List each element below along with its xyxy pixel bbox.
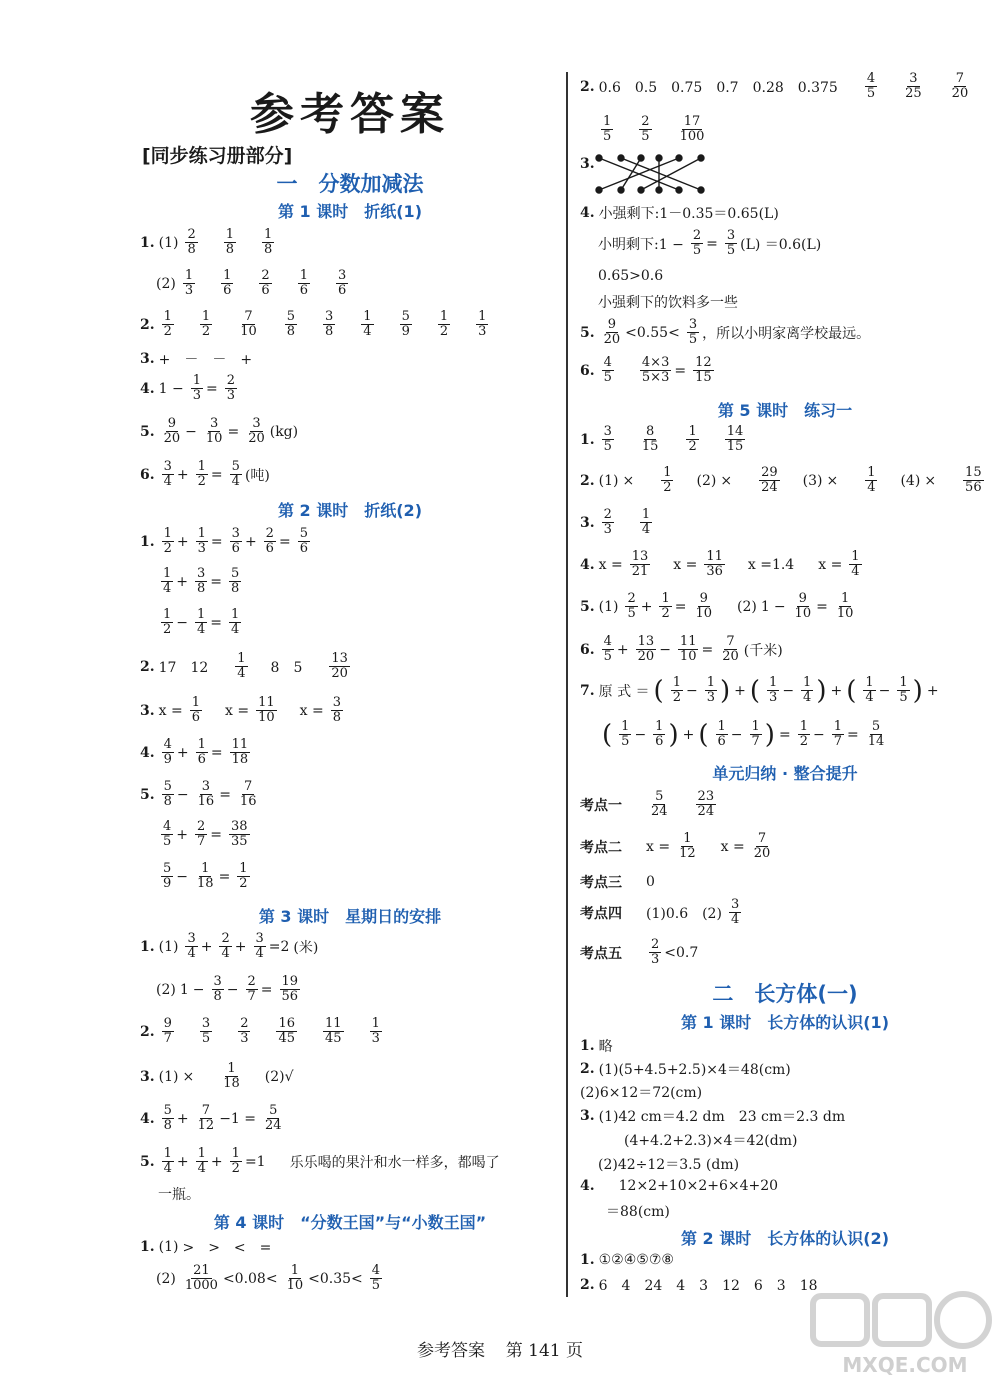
footer-label: 参考答案 xyxy=(416,1341,485,1361)
fraction: $\frac{1}{3}$ xyxy=(478,309,487,339)
fraction: $\frac{1}{18}$ xyxy=(223,1061,240,1091)
fraction: $\frac{1}{4}$ xyxy=(867,465,876,495)
fraction: $\frac{1}{4}$ xyxy=(851,549,860,579)
answer-row: (4+4.2+2.3)×4＝42(dm) xyxy=(624,1133,798,1149)
item-number: 2. xyxy=(140,658,155,675)
answer-row: (2) $\frac{21}{1000}$ <0.08< $\frac{1}{10}$ <0.35< $\frac{4}{5}$ xyxy=(156,1263,381,1293)
item-number: 1. xyxy=(140,234,155,251)
answer-row: 5. (1) $\frac{2}{5}$ + $\frac{1}{2}$ = $\frac{9}{10}$ (2) 1 − $\frac{9}{10}$ = $\frac{1}{10}$ xyxy=(580,591,854,621)
section-1-5-title: 第 5 课时 练习一 xyxy=(717,401,853,420)
fraction: $\frac{2}{3}$ xyxy=(226,373,236,403)
answer-row xyxy=(140,310,491,339)
answer-row: 1. ①②④⑤⑦⑧ xyxy=(580,1252,674,1268)
answer-row: 0.65>0.6 xyxy=(598,268,664,284)
fraction: $\frac{1}{7}$ xyxy=(751,719,760,749)
answer-row: 6. $\frac{4}{5}$ $\frac{4\times 3}{5\times 3}$ = $\frac{12}{15}$ xyxy=(580,355,712,385)
answer-row: 2. 0.6 0.5 0.75 0.7 0.28 0.375 $\frac{4}{5}$ $\frac{3}{25}$ $\frac{7}{20}$ xyxy=(580,71,969,101)
answer-row: 考点四 (1)0.6 (2) $\frac{3}{4}$ xyxy=(580,897,740,927)
section-2-1-title: 第 1 课时 长方体的认识(1) xyxy=(680,1013,890,1032)
item-number: 2. xyxy=(580,78,595,95)
fraction: $\frac{5}{4}$ xyxy=(231,459,240,489)
text: + － － + xyxy=(158,352,253,368)
answer-row: 4. 小强剩下:1－0.35＝0.65(L) xyxy=(580,205,779,222)
fraction: $\frac{2}{5}$ xyxy=(641,114,650,144)
fraction: $\frac{1}{4}$ xyxy=(237,651,246,681)
fraction: $\frac{4}{5}$ xyxy=(603,634,612,664)
fraction: $\frac{1}{2}$ xyxy=(197,459,206,489)
fraction: $\frac{1}{3}$ xyxy=(184,268,194,298)
fraction: $\frac{1}{2}$ xyxy=(688,424,697,454)
fraction: $\frac{3}{4}$ xyxy=(255,931,264,961)
fraction: $\frac{3}{4}$ xyxy=(730,897,740,927)
fraction: $\frac{3}{8}$ xyxy=(332,695,341,725)
fraction: $\frac{1}{12}$ xyxy=(679,831,696,861)
text: 1 − xyxy=(158,380,184,397)
fraction: $\frac{5}{9}$ xyxy=(163,861,172,891)
part-title: [同步练习册部分] xyxy=(142,145,293,167)
fraction: $\frac{3}{4}$ xyxy=(187,931,196,961)
fraction: $\frac{5}{24}$ xyxy=(651,789,668,819)
fraction: $\frac{2}{4}$ xyxy=(221,931,230,961)
item-number: 5. xyxy=(140,1153,155,1170)
item-number: 7. xyxy=(580,682,595,699)
fraction: $\frac{1}{2}$ xyxy=(163,607,172,637)
text: (1) xyxy=(158,234,179,251)
answer-row: 6. $\frac{4}{5}$ + $\frac{13}{20}$ − $\frac{11}{10}$ = $\frac{7}{20}$ (千米) xyxy=(580,634,783,664)
item-number: 4. xyxy=(140,1110,155,1127)
answer-row: 5. $\frac{1}{4}$ + $\frac{1}{4}$ + $\frac{1}{2}$ =1 乐乐喝的果汁和水一样多，都喝了 xyxy=(140,1146,500,1176)
fraction: $\frac{2}{6}$ xyxy=(261,268,270,298)
fraction: $\frac{4}{5}$ xyxy=(163,819,172,849)
fraction: $\frac{17}{100}$ xyxy=(679,114,705,144)
fraction: $\frac{1}{6}$ xyxy=(299,268,308,298)
section-1-3-title: 第 3 课时 星期日的安排 xyxy=(258,907,442,926)
answer-row: 2. (1)(5+4.5+2.5)×4＝48(cm) xyxy=(580,1061,791,1078)
answer-row: 1. (1) > > < = xyxy=(140,1239,272,1256)
fraction: $\frac{11}{10}$ xyxy=(258,695,275,725)
answer-row xyxy=(580,508,655,537)
fraction: $\frac{1}{3}$ xyxy=(197,526,206,556)
text: 乐乐喝的果汁和水一样多，都喝了 xyxy=(289,1154,500,1171)
key-point-label: 考点三 xyxy=(580,875,622,891)
item-number: 3. xyxy=(140,702,155,719)
item-number: 6. xyxy=(580,641,595,658)
fraction: $\frac{3}{8}$ xyxy=(197,566,206,596)
text: 17 12 xyxy=(158,659,209,676)
answer-row: 1. 略 xyxy=(580,1038,613,1055)
fraction: $\frac{1}{2}$ xyxy=(163,526,172,556)
fraction: $\frac{5}{6}$ xyxy=(299,526,308,556)
item-number: 2. xyxy=(140,316,155,333)
answer-row: ( $\frac{1}{5}$ − $\frac{1}{6}$ ) + ( $\frac{1}{6}$ − $\frac{1}{7}$ ) = $\frac{1}{2}$ − $\frac{1}{7}$ = $\frac{5}{14}$ xyxy=(602,719,885,750)
fraction: $\frac{7}{16}$ xyxy=(239,779,257,809)
answer-row: 考点三 0 xyxy=(580,874,655,891)
item-number: 3. xyxy=(140,1068,155,1085)
fraction: $\frac{3}{10}$ xyxy=(205,416,223,446)
answer-row: 5. $\frac{9}{20}$ − $\frac{3}{10}$ = $\frac{3}{20}$ (kg) xyxy=(140,416,299,446)
fraction: $\frac{7}{10}$ xyxy=(240,309,257,339)
fraction: $\frac{1}{8}$ xyxy=(225,227,235,257)
answer-row: $\frac{5}{9}$ − $\frac{1}{18}$ = $\frac{1}{2}$ xyxy=(163,861,248,891)
fraction: $\frac{4\times 3}{5\times 3}$ xyxy=(641,355,670,385)
item-number: 1. xyxy=(140,938,155,955)
fraction: $\frac{38}{35}$ xyxy=(231,819,248,849)
fraction: $\frac{1}{4}$ xyxy=(803,675,812,705)
fraction: $\frac{5}{24}$ xyxy=(265,1103,282,1133)
fraction: $\frac{5}{8}$ xyxy=(163,779,172,809)
fraction: $\frac{3}{16}$ xyxy=(197,779,215,809)
fraction: $\frac{1}{18}$ xyxy=(197,861,214,891)
answer-row: 小明剩下:1 − $\frac{2}{5}$ = $\frac{3}{5}$ (L) ＝0.6(L) xyxy=(598,228,822,258)
fraction: $\frac{1}{8}$ xyxy=(264,227,273,257)
fraction: $\frac{14}{15}$ xyxy=(726,424,744,454)
section-1-1-title: 第 1 课时 折纸(1) xyxy=(277,202,423,221)
fraction: $\frac{15}{56}$ xyxy=(965,465,982,495)
fraction: $\frac{1}{6}$ xyxy=(717,719,726,749)
fraction: $\frac{1}{4}$ xyxy=(197,1146,206,1176)
fraction: $\frac{3}{8}$ xyxy=(213,974,222,1004)
answer-row: 1. (1) $\frac{3}{4}$ + $\frac{2}{4}$ + $\frac{3}{4}$ =2 (米) xyxy=(140,931,319,961)
fraction: $\frac{1}{10}$ xyxy=(836,591,854,621)
fraction: $\frac{3}{5}$ xyxy=(603,424,612,454)
item-number: 1. xyxy=(140,1239,155,1255)
answer-row: $\frac{1}{2}$ − $\frac{1}{4}$ = $\frac{1}{4}$ xyxy=(163,607,240,637)
answer-row: 2. (1) × $\frac{1}{2}$ (2) × $\frac{29}{24}$ (3) × $\frac{1}{4}$ (4) × $\frac{15}{56}$ xyxy=(580,465,982,495)
fraction: $\frac{9}{10}$ xyxy=(794,591,812,621)
text: 8 5 xyxy=(270,659,303,676)
fraction: $\frac{19}{56}$ xyxy=(281,974,299,1004)
unit-summary-title: 单元归纳 · 整合提升 xyxy=(712,764,858,783)
fraction: $\frac{3}{5}$ xyxy=(688,317,698,347)
fraction: $\frac{3}{20}$ xyxy=(248,416,265,446)
fraction: $\frac{2}{3}$ xyxy=(651,937,660,967)
fraction: $\frac{1}{2}$ xyxy=(163,309,172,339)
fraction: $\frac{1}{3}$ xyxy=(769,675,778,705)
answer-row: 2. 6 4 24 4 3 12 6 3 18 xyxy=(580,1277,818,1294)
fraction: $\frac{1}{5}$ xyxy=(603,114,612,144)
fraction: $\frac{2}{7}$ xyxy=(197,819,206,849)
fraction: $\frac{4}{5}$ xyxy=(866,71,876,101)
fraction: $\frac{7}{12}$ xyxy=(197,1103,215,1133)
fraction: $\frac{29}{24}$ xyxy=(761,465,778,495)
fraction: $\frac{3}{6}$ xyxy=(231,526,240,556)
fraction: $\frac{1}{3}$ xyxy=(371,1016,380,1046)
fraction: $\frac{1}{4}$ xyxy=(231,607,240,637)
fraction: $\frac{11}{18}$ xyxy=(231,737,249,767)
fraction: $\frac{1}{4}$ xyxy=(865,675,874,705)
answer-row: $\frac{1}{4}$ + $\frac{3}{8}$ = $\frac{5}{8}$ xyxy=(163,566,240,596)
fraction: $\frac{1}{7}$ xyxy=(833,719,842,749)
item-number: 5. xyxy=(580,324,595,341)
page-title: 参考答案 xyxy=(250,89,450,140)
fraction: $\frac{1}{4}$ xyxy=(163,1146,172,1176)
matching-diagram xyxy=(595,152,715,196)
item-number: 6. xyxy=(140,466,155,483)
answer-row: 考点五 $\frac{2}{3}$ <0.7 xyxy=(580,937,699,967)
item-number: 6. xyxy=(580,362,595,379)
answer-row: ＝88(cm) xyxy=(606,1204,670,1220)
answer-row: 4. $\frac{4}{9}$ + $\frac{1}{6}$ = $\frac{11}{18}$ xyxy=(140,737,249,767)
fraction: $\frac{11}{10}$ xyxy=(679,634,697,664)
answer-row xyxy=(580,790,719,819)
text: 一瓶。 xyxy=(158,1187,200,1203)
fraction: $\frac{5}{8}$ xyxy=(286,309,296,339)
fraction: $\frac{1}{4}$ xyxy=(363,309,372,339)
fraction: $\frac{1}{2}$ xyxy=(231,1146,240,1176)
watermark-text: MXQE.COM xyxy=(842,1353,968,1377)
text: (2) xyxy=(156,275,176,292)
fraction: $\frac{1}{4}$ xyxy=(163,566,172,596)
answer-row: 4. 12×2+10×2+6×4+20 xyxy=(580,1178,779,1194)
answer-row: 3. (1)42 cm＝4.2 dm 23 cm＝2.3 dm xyxy=(580,1108,846,1125)
column-divider xyxy=(566,72,568,1297)
answer-row: 小强剩下的饮料多一些 xyxy=(598,295,738,311)
fraction: $\frac{5}{14}$ xyxy=(867,719,885,749)
fraction: $\frac{1}{2}$ xyxy=(239,861,248,891)
fraction: $\frac{1}{2}$ xyxy=(201,309,211,339)
fraction: $\frac{9}{10}$ xyxy=(695,591,713,621)
answer-row xyxy=(598,115,709,144)
fraction: $\frac{2}{8}$ xyxy=(187,227,196,257)
fraction: $\frac{4}{5}$ xyxy=(371,1263,381,1293)
item-number: 4. xyxy=(580,556,595,573)
answer-row: (2) 1 − $\frac{3}{8}$ − $\frac{2}{7}$ = $\frac{19}{56}$ xyxy=(156,974,299,1004)
fraction: $\frac{5}{8}$ xyxy=(231,566,240,596)
item-number: 3. xyxy=(580,156,595,172)
answer-row: 7. 原 式 ＝ ( $\frac{1}{2}$ − $\frac{1}{3}$ ) + ( $\frac{1}{3}$ − $\frac{1}{4}$ ) + ( $\frac{1}{4}$ − $\frac{1}{5}$ ) + xyxy=(580,675,939,706)
fraction: $\frac{2}{3}$ xyxy=(240,1016,249,1046)
fraction: $\frac{2}{5}$ xyxy=(627,591,636,621)
fraction: $\frac{1}{3}$ xyxy=(192,373,201,403)
fraction: $\frac{13}{20}$ xyxy=(331,651,348,681)
item-number: 1. xyxy=(580,431,595,448)
item-number: 3. xyxy=(580,514,595,531)
answer-row xyxy=(140,652,353,681)
fraction: $\frac{1}{6}$ xyxy=(191,695,200,725)
answer-row xyxy=(156,269,351,298)
fraction: $\frac{1}{2}$ xyxy=(661,591,670,621)
fraction: $\frac{1}{5}$ xyxy=(621,719,630,749)
item-number: 2. xyxy=(580,472,595,489)
fraction: $\frac{7}{20}$ xyxy=(951,71,969,101)
fraction: $\frac{1}{3}$ xyxy=(706,675,715,705)
answer-row: 3. (1) × $\frac{1}{18}$ (2)√ xyxy=(140,1061,294,1091)
fraction: $\frac{8}{15}$ xyxy=(641,424,659,454)
watermark-logo xyxy=(805,1290,1000,1380)
fraction: $\frac{3}{6}$ xyxy=(337,268,347,298)
fraction: $\frac{1}{2}$ xyxy=(672,675,681,705)
fraction: $\frac{3}{4}$ xyxy=(163,459,172,489)
fraction: $\frac{7}{20}$ xyxy=(753,831,771,861)
answer-row: 4. $\frac{5}{8}$ + $\frac{7}{12}$ −1 = $\frac{5}{24}$ xyxy=(140,1103,282,1133)
fraction: $\frac{1}{10}$ xyxy=(286,1263,304,1293)
fraction: $\frac{1}{4}$ xyxy=(641,507,651,537)
fraction: $\frac{1}{6}$ xyxy=(197,737,206,767)
fraction: $\frac{11}{36}$ xyxy=(706,549,723,579)
answer-row: (2)6×12＝72(cm) xyxy=(580,1085,703,1101)
key-point-label: 考点一 xyxy=(580,797,622,814)
fraction: $\frac{2}{3}$ xyxy=(603,507,612,537)
item-number: 1. xyxy=(140,533,155,550)
fraction: $\frac{1}{2}$ xyxy=(799,719,808,749)
fraction: $\frac{7}{20}$ xyxy=(722,634,739,664)
fraction: $\frac{9}{20}$ xyxy=(603,317,621,347)
key-point-label: 考点四 xyxy=(580,905,622,922)
item-number: 4. xyxy=(140,380,155,397)
item-number: 4. xyxy=(140,744,155,761)
item-number: 5. xyxy=(140,786,155,803)
item-number: 5. xyxy=(140,423,155,440)
answer-row xyxy=(580,425,748,454)
fraction: $\frac{16}{45}$ xyxy=(278,1016,296,1046)
text: (吨) xyxy=(244,467,270,484)
text: (kg) xyxy=(269,423,299,440)
key-point-label: 考点五 xyxy=(580,945,622,962)
fraction: $\frac{3}{5}$ xyxy=(201,1016,211,1046)
fraction: $\frac{5}{8}$ xyxy=(163,1103,172,1133)
fraction: $\frac{5}{9}$ xyxy=(401,309,410,339)
answer-row: 1. $\frac{1}{2}$ + $\frac{1}{3}$ = $\frac{3}{6}$ + $\frac{2}{6}$ = $\frac{5}{6}$ xyxy=(140,526,308,556)
fraction: $\frac{2}{5}$ xyxy=(692,228,702,258)
fraction: $\frac{1}{2}$ xyxy=(663,465,672,495)
fraction: $\frac{9}{20}$ xyxy=(163,416,181,446)
fraction: $\frac{1}{5}$ xyxy=(899,675,908,705)
fraction: $\frac{1}{2}$ xyxy=(439,309,449,339)
fraction: $\frac{1}{6}$ xyxy=(655,719,664,749)
answer-row: (2)42÷12＝3.5 (dm) xyxy=(598,1157,740,1173)
fraction: $\frac{1}{6}$ xyxy=(223,268,232,298)
item-number: 4. xyxy=(580,205,595,221)
fraction: $\frac{3}{8}$ xyxy=(325,309,334,339)
answer-row: 6. $\frac{3}{4}$ + $\frac{1}{2}$ = $\frac{5}{4}$ (吨) xyxy=(140,459,270,489)
item-number: 5. xyxy=(580,598,595,615)
answer-row xyxy=(140,349,256,369)
fraction: $\frac{2}{7}$ xyxy=(247,974,256,1004)
answer-row: 5. $\frac{5}{8}$ − $\frac{3}{16}$ = $\frac{7}{16}$ xyxy=(140,779,257,809)
answer-row: $\frac{4}{5}$ + $\frac{2}{7}$ = $\frac{38}{35}$ xyxy=(163,819,248,849)
answer-row: 考点二 x = $\frac{1}{12}$ x = $\frac{7}{20}$ xyxy=(580,831,771,861)
fraction: $\frac{3}{5}$ xyxy=(726,228,736,258)
answer-row xyxy=(158,1184,204,1204)
answer-row xyxy=(140,1017,385,1046)
section-2-2-title: 第 2 课时 长方体的认识(2) xyxy=(680,1229,890,1248)
chapter-2-title: 二 长方体(一) xyxy=(712,982,858,1006)
answer-row xyxy=(140,228,277,257)
fraction: $\frac{4}{5}$ xyxy=(603,355,612,385)
fraction: $\frac{9}{7}$ xyxy=(163,1016,172,1046)
fraction: $\frac{13}{21}$ xyxy=(631,549,649,579)
key-point-label: 考点二 xyxy=(580,839,622,856)
fraction: $\frac{1}{4}$ xyxy=(197,607,206,637)
section-1-4-title: 第 4 课时 “分数王国”与“小数王国” xyxy=(213,1213,487,1232)
fraction: $\frac{2}{6}$ xyxy=(265,526,274,556)
item-number: 3. xyxy=(140,351,155,367)
section-1-2-title: 第 2 课时 折纸(2) xyxy=(277,501,423,520)
fraction: $\frac{3}{25}$ xyxy=(905,71,922,101)
item-number: 2. xyxy=(140,1023,155,1040)
answer-row: 5. $\frac{9}{20}$ <0.55< $\frac{3}{5}$ ，所以小明家离学校最远。 xyxy=(580,317,871,347)
fraction: $\frac{21}{1000}$ xyxy=(184,1263,218,1293)
page-number: 第 141 页 xyxy=(505,1341,584,1361)
fraction: $\frac{23}{24}$ xyxy=(697,789,715,819)
answer-row: 4. 1 − $\frac{1}{3}$ = $\frac{2}{3}$ xyxy=(140,373,236,403)
answer-row: 4. x = $\frac{13}{21}$ x = $\frac{11}{36}$ x =1.4 x = $\frac{1}{4}$ xyxy=(580,549,860,579)
fraction: $\frac{13}{20}$ xyxy=(637,634,655,664)
fraction: $\frac{11}{45}$ xyxy=(325,1016,342,1046)
chapter-1-title: 一 分数加减法 xyxy=(276,172,424,196)
answer-row: 3. x = $\frac{1}{6}$ x = $\frac{11}{10}$ x = $\frac{3}{8}$ xyxy=(140,695,341,725)
fraction: $\frac{12}{15}$ xyxy=(695,355,712,385)
fraction: $\frac{4}{9}$ xyxy=(163,737,172,767)
